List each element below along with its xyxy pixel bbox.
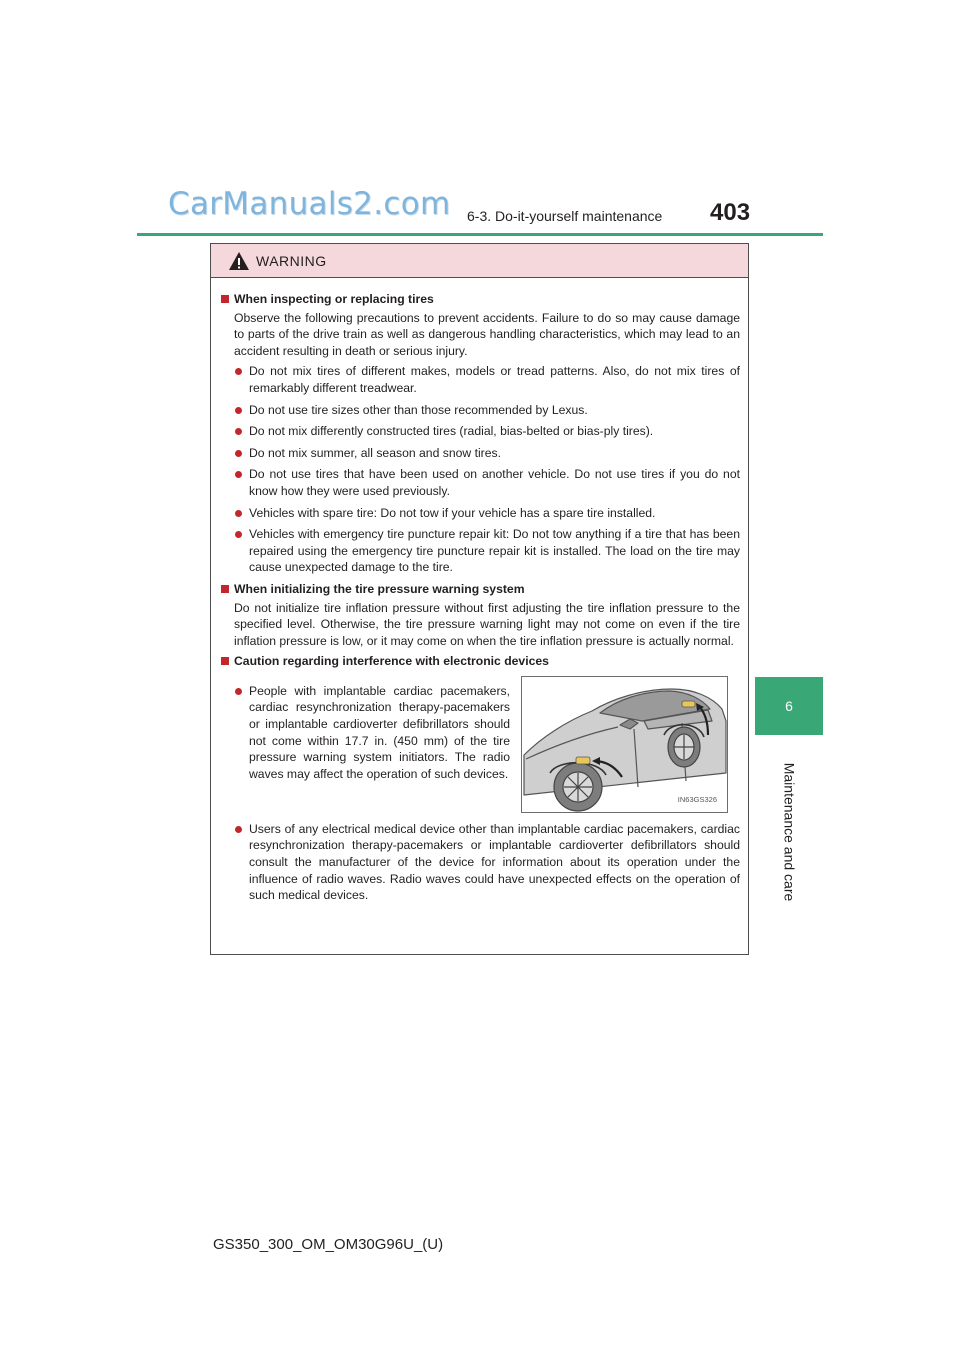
list-item <box>219 683 510 783</box>
chapter-title-vertical <box>766 742 812 922</box>
list-item <box>219 402 740 419</box>
dot-bullet-icon <box>235 450 242 457</box>
square-bullet-icon <box>221 657 229 665</box>
list-item-text: Users of any electrical medical device other than implantable cardiac pacemakers, cardiac resynchronization therapy-pacemakers or implantable cardioverter defibrillators should consult the manufacturer of the device for information about its operation under the influence of radio waves. Radio waves could have unexpected effects on the operation of such medical devices. <box>249 821 740 903</box>
page-number: 403 <box>710 199 751 226</box>
section-heading <box>219 581 740 598</box>
list-item <box>219 466 740 499</box>
list-item-text: Do not mix summer, all season and snow tires. <box>249 445 501 460</box>
list-item-text: Vehicles with spare tire: Do not tow if your vehicle has a spare tire installed. <box>249 505 656 520</box>
list-item <box>219 445 740 462</box>
list-item-text: Vehicles with emergency tire puncture repair kit: Do not tow anything if a tire that has been repaired using the emergency tire puncture repair kit is installed. The load on the tire may cause unexpected damage to the tire. <box>249 527 740 575</box>
warning-triangle-icon <box>228 251 250 271</box>
list-item-text: Do not mix differently constructed tires (radial, bias-belted or bias-ply tires). <box>249 424 654 439</box>
list-item-text: Do not use tire sizes other than those recommended by Lexus. <box>249 402 588 417</box>
chapter-tab <box>755 677 823 735</box>
warning-header <box>211 244 748 278</box>
section-heading <box>219 653 740 670</box>
square-bullet-icon <box>221 585 229 593</box>
dot-bullet-icon <box>235 826 242 833</box>
section-heading <box>219 291 740 308</box>
car-initiator-illustration <box>521 676 728 813</box>
list-item <box>219 363 740 396</box>
chapter-number: 6 <box>785 698 793 714</box>
figure-code: IN63GS326 <box>677 795 717 805</box>
section-intro: Observe the following precautions to prevent accidents. Failure to do so may cause damage to parts of the drive train as well as dangerous handling characteristics, which may lead to an accident resulting in death or serious injury. <box>234 310 740 358</box>
pacemaker-row <box>219 676 740 813</box>
dot-bullet-icon <box>235 368 242 375</box>
dot-bullet-icon <box>235 471 242 478</box>
dot-bullet-icon <box>235 531 242 538</box>
header-rule <box>137 233 823 236</box>
warning-body <box>211 278 748 904</box>
chapter-title: Maintenance and care <box>781 762 798 902</box>
warning-title: WARNING <box>256 252 327 269</box>
manual-code: GS350_300_OM_OM30G96U_(U) <box>213 1236 444 1253</box>
section-heading-text: When inspecting or replacing tires <box>234 292 434 306</box>
dot-bullet-icon <box>235 407 242 414</box>
section-title: 6-3. Do-it-yourself maintenance <box>467 208 663 224</box>
dot-bullet-icon <box>235 688 242 695</box>
list-item <box>219 526 740 576</box>
list-item <box>219 821 740 904</box>
list-item <box>219 505 740 522</box>
dot-bullet-icon <box>235 428 242 435</box>
list-item-text: Do not use tires that have been used on another vehicle. Do not use tires if you do not know how they were used previously. <box>249 467 740 498</box>
square-bullet-icon <box>221 295 229 303</box>
section-heading-text: Caution regarding interference with electronic devices <box>234 654 549 669</box>
warning-box <box>210 243 749 955</box>
list-item-text: Do not mix tires of different makes, models or tread patterns. Also, do not mix tires of remarkably different treadwear. <box>249 364 740 395</box>
list-item <box>219 423 740 440</box>
section-intro: Do not initialize tire inflation pressure without first adjusting the tire inflation pressure to the specified level. Otherwise, the tire pressure warning light may not come on even if the tire inflation pressure is low, or it may come on when the tire inflation pressure is actually normal. <box>234 600 740 648</box>
dot-bullet-icon <box>235 510 242 517</box>
list-item-text: People with implantable cardiac pacemakers, cardiac resynchronization therapy-pacemakers or implantable cardioverter defibrillators should not come within 17.7 in. (450 mm) of the tire pressure warning system initiators. The radio waves may affect the operation of such devices. <box>249 683 510 781</box>
section-heading-text: When initializing the tire pressure warning system <box>234 581 525 596</box>
watermark-logo: CarManuals2.com <box>168 186 451 222</box>
